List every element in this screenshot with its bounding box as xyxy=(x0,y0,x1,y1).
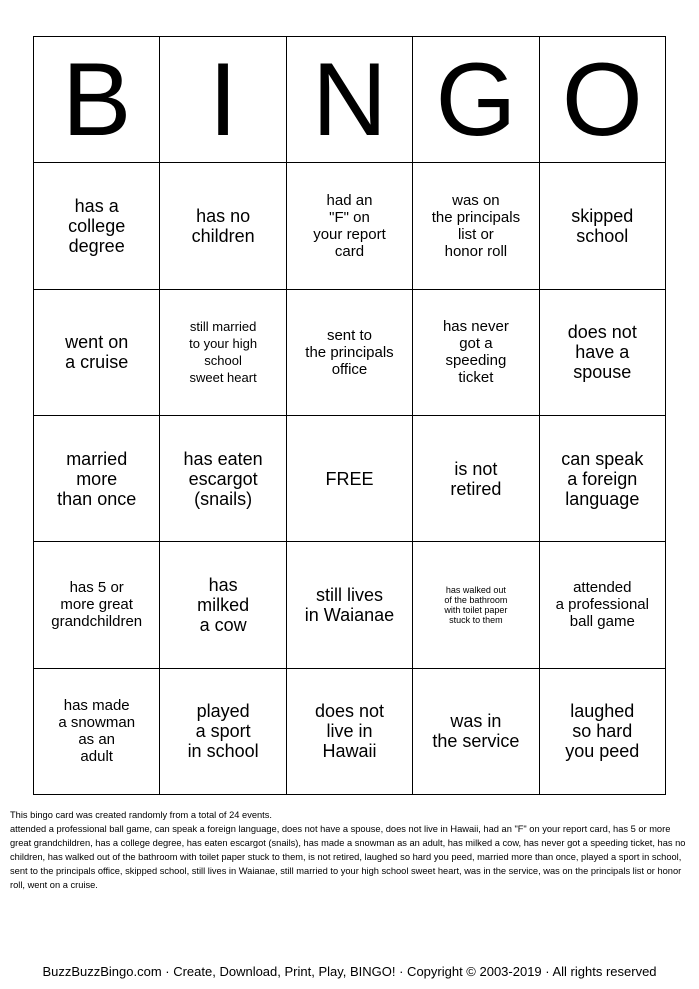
bingo-square: does not have a spouse xyxy=(540,290,666,416)
bingo-square: sent to the principals office xyxy=(287,290,413,416)
bingo-square: was in the service xyxy=(413,669,539,795)
bingo-square: can speak a foreign language xyxy=(540,416,666,542)
bingo-square: attended a professional ball game xyxy=(540,542,666,668)
bingo-square: played a sport in school xyxy=(160,669,286,795)
bingo-square: has a college degree xyxy=(34,163,160,289)
bingo-square: has eaten escargot (snails) xyxy=(160,416,286,542)
bingo-square: has made a snowman as an adult xyxy=(34,669,160,795)
events-list: attended a professional ball game, can speak a foreign language, does not have a spouse, does not live in Hawaii, had an "F" on your report card, has 5 or more great grandchildren, has a college degree, has eaten escargot (snails), has made a snowman as an adult, has milked a cow, has never got a speeding ticket, has no children, has walked out of the bathroom with toilet paper stuck to them, is not retired, laughed so hard you peed, married more than once, played a sport in school, sent to the principals office, skipped school, still lives in Waianae, still married to your high school sweet heart, was in the service, was on the principals list or honor roll, went on a cruise. xyxy=(10,824,686,890)
copyright-notice: BuzzBuzzBingo.com · Create, Download, Print, Play, BINGO! · Copyright © 2003-2019 · All rights reserved xyxy=(42,964,657,979)
header-letter-i: I xyxy=(160,37,286,163)
bingo-square: still married to your high school sweet heart xyxy=(160,290,286,416)
bingo-square: laughed so hard you peed xyxy=(540,669,666,795)
header-letter-b: B xyxy=(34,37,160,163)
header-letter-g: G xyxy=(413,37,539,163)
bingo-square: had an "F" on your report card xyxy=(287,163,413,289)
bingo-square: has milked a cow xyxy=(160,542,286,668)
bingo-square: is not retired xyxy=(413,416,539,542)
bingo-square: has never got a speeding ticket xyxy=(413,290,539,416)
header-letter-n: N xyxy=(287,37,413,163)
summary-text: This bingo card was created randomly from a total of 24 events. xyxy=(10,810,272,820)
bingo-square: has 5 or more great grandchildren xyxy=(34,542,160,668)
bingo-square: has no children xyxy=(160,163,286,289)
header-letter-o: O xyxy=(540,37,666,163)
bingo-square: does not live in Hawaii xyxy=(287,669,413,795)
bingo-square: went on a cruise xyxy=(34,290,160,416)
bingo-square: was on the principals list or honor roll xyxy=(413,163,539,289)
bingo-square: married more than once xyxy=(34,416,160,542)
bingo-card xyxy=(33,36,666,795)
card-description xyxy=(10,808,690,892)
bingo-square: skipped school xyxy=(540,163,666,289)
bingo-square: has walked out of the bathroom with toilet paper stuck to them xyxy=(413,542,539,668)
bingo-square: still lives in Waianae xyxy=(287,542,413,668)
free-space: FREE xyxy=(287,416,413,542)
